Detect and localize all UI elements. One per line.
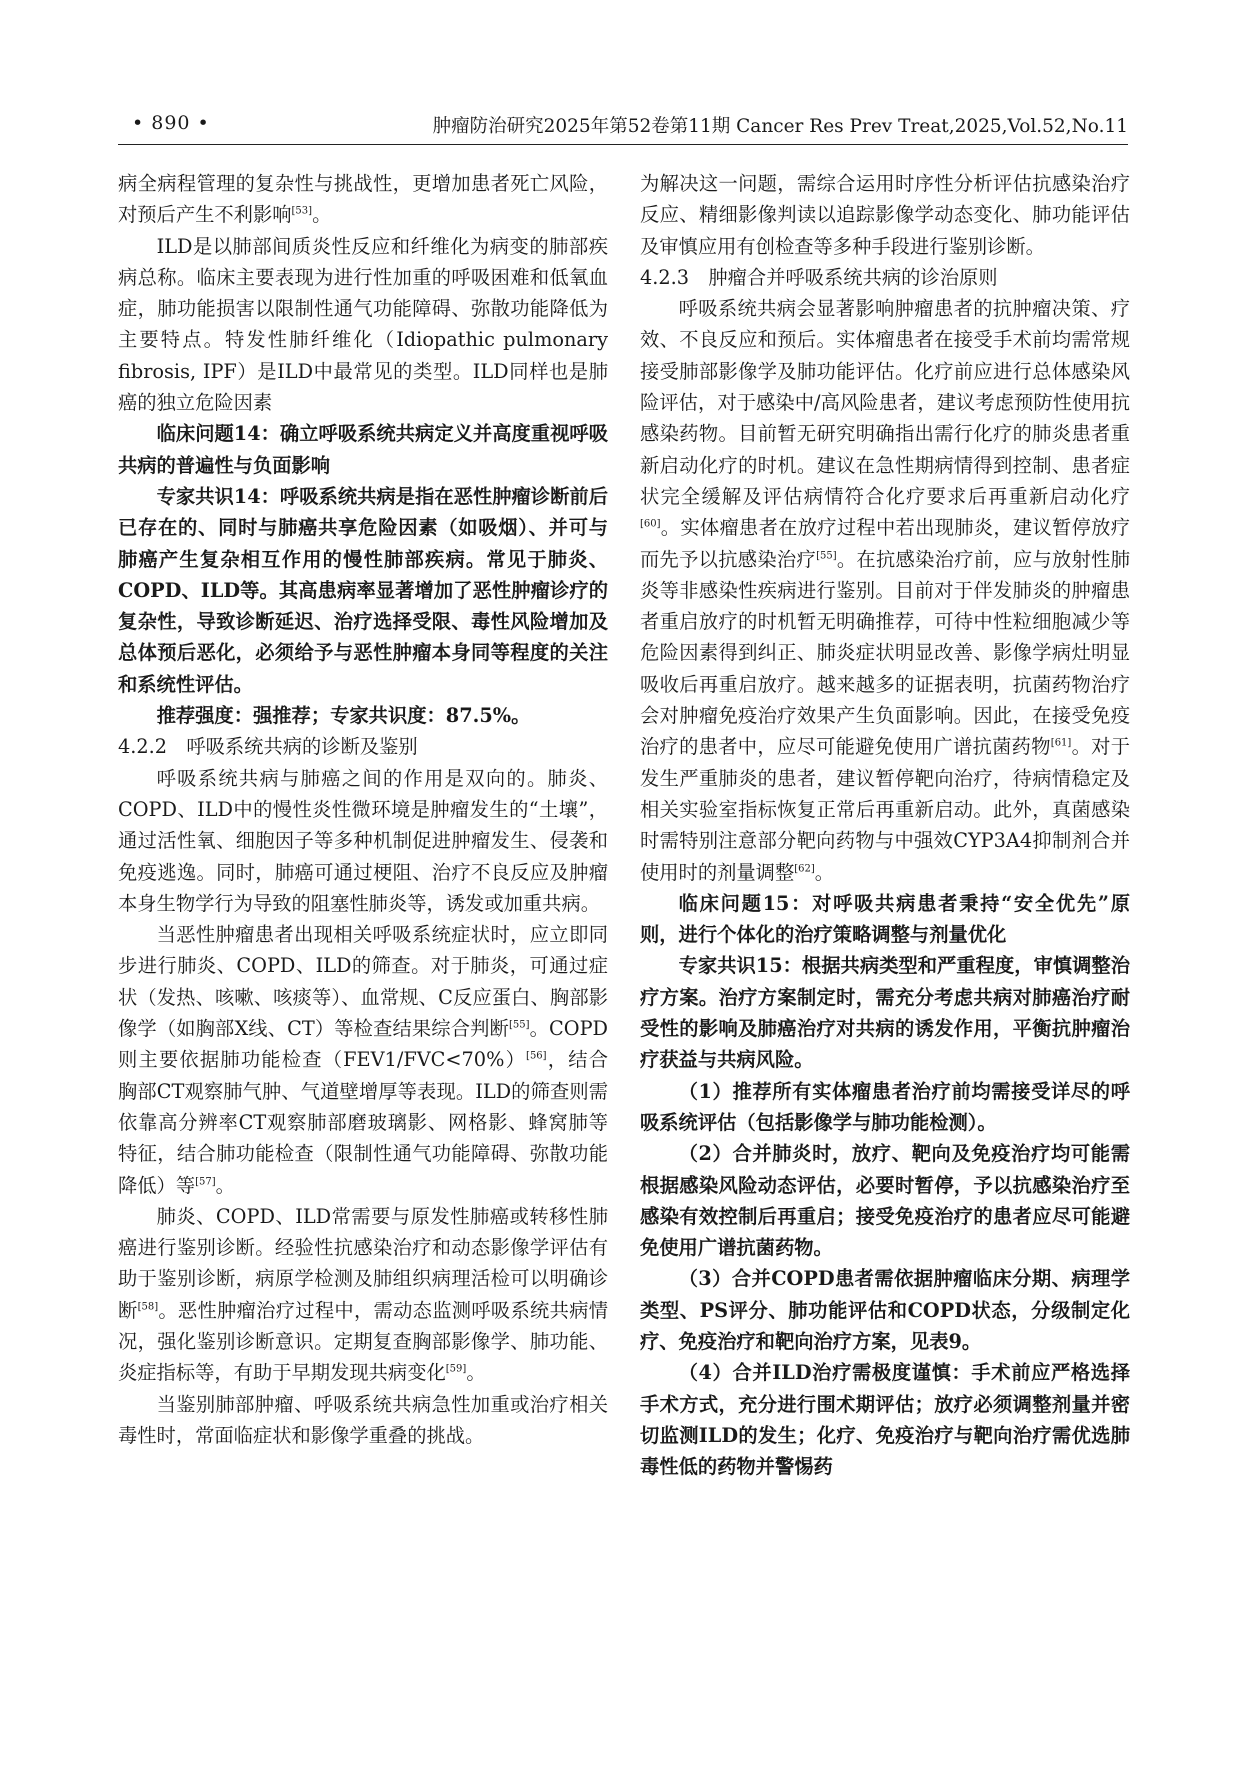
- citation-ref: [60]: [640, 518, 661, 530]
- paragraph: [640, 293, 1130, 888]
- consensus-item-2: （2）合并肺炎时，放疗、靶向及免疫治疗均可能需根据感染风险动态评估，必要时暂停，予以抗感染治疗至感染有效控制后再重启；接受免疫治疗的患者应尽可能避免使用广谱抗菌药物。: [640, 1142, 1130, 1260]
- section-heading-4-2-3: 4.2.3 肿瘤合并呼吸系统共病的诊治原则: [640, 265, 998, 289]
- paragraph: [118, 919, 608, 1201]
- paragraph-text: 病全病程管理的复杂性与挑战性，更增加患者死亡风险，对预后产生不利影响: [118, 172, 608, 227]
- paragraph: 当鉴别肺部肿瘤、呼吸系统共病急性加重或治疗相关毒性时，常面临症状和影像学重叠的挑战。: [118, 1392, 608, 1447]
- consensus-item-3: （3）合并COPD患者需依据肿瘤临床分期、病理学类型、PS评分、肺功能评估和COPD状态，分级制定化疗、免疫治疗和靶向治疗方案，见表9。: [640, 1267, 1130, 1353]
- paragraph-text: ，结合胸部CT观察肺气肿、气道壁增厚等表现。ILD的筛查则需依靠高分辨率CT观察肺部磨玻璃影、网格影、蜂窝肺等特征，结合肺功能检查（限制性通气功能障碍、弥散功能降低）等: [118, 1048, 608, 1197]
- clinical-question-15: 临床问题15：对呼吸共病患者秉持“安全优先”原则，进行个体化的治疗策略调整与剂量优化: [640, 891, 1130, 947]
- consensus-item-4: （4）合并ILD治疗需极度谨慎：手术前应严格选择手术方式，充分进行围术期评估；放疗必须调整剂量并密切监测ILD的发生；化疗、免疫治疗与靶向治疗需优选肺毒性低的药物并警惕药: [640, 1361, 1130, 1479]
- paragraph: 为解决这一问题，需综合运用时序性分析评估抗感染治疗反应、精细影像判读以追踪影像学动态变化、肺功能评估及审慎应用有创检查等多种手段进行鉴别诊断。: [640, 172, 1130, 258]
- paragraph-text: 。恶性肿瘤治疗过程中，需动态监测呼吸系统共病情况，强化鉴别诊断意识。定期复查胸部影像学、肺功能、炎症指标等，有助于早期发现共病变化: [118, 1298, 608, 1385]
- consensus-item-1: （1）推荐所有实体瘤患者治疗前均需接受详尽的呼吸系统评估（包括影像学与肺功能检测）。: [640, 1079, 1130, 1134]
- paragraph-end: 。: [215, 1173, 235, 1197]
- citation-ref: [62]: [794, 863, 815, 875]
- page-number: • 890 •: [132, 112, 210, 134]
- expert-consensus-15: 专家共识15：根据共病类型和严重程度，审慎调整治疗方案。治疗方案制定时，需充分考虑共病对肺癌治疗耐受性的影响及肺癌治疗对共病的诱发作用，平衡抗肿瘤治疗获益与共病风险。: [640, 954, 1130, 1072]
- paragraph: [118, 1201, 608, 1389]
- clinical-question-14: 临床问题14：确立呼吸系统共病定义并高度重视呼吸共病的普遍性与负面影响: [118, 422, 608, 477]
- paragraph-text: 。对于发生严重肺炎的患者，建议暂停靶向治疗，待病情稳定及相关实验室指标恢复正常后再重新启动。此外，真菌感染时需特别注意部分靶向药物与中强效CYP3A4抑制剂合并使用时的剂量调整: [640, 735, 1131, 884]
- paragraph-text: 当恶性肿瘤患者出现相关呼吸系统症状时，应立即同步进行肺炎、COPD、ILD的筛查。对于肺炎，可通过症状（发热、咳嗽、咳痰等）、血常规、C反应蛋白、胸部影像学（如胸部X线、CT）等检查结果综合判断: [118, 923, 608, 1041]
- paragraph: 呼吸系统共病与肺癌之间的作用是双向的。肺炎、COPD、ILD中的慢性炎性微环境是肿瘤发生的“土壤”，通过活性氧、细胞因子等多种机制促进肿瘤发生、侵袭和免疫逃逸。同时，肺癌可通过梗阻、治疗不良反应及肿瘤本身生物学行为导致的阻塞性肺炎等，诱发或加重共病。: [118, 766, 608, 915]
- journal-citation: 肿瘤防治研究2025年第52卷第11期 Cancer Res Prev Treat,2025,Vol.52,No.11: [432, 116, 1128, 137]
- paragraph-text: 肺炎、COPD、ILD常需要与原发性肺癌或转移性肺癌进行鉴别诊断。经验性抗感染治疗和动态影像学评估有助于鉴别诊断，病原学检测及肺组织病理活检可以明确诊断: [118, 1204, 608, 1322]
- citation-ref: [55]: [816, 550, 837, 562]
- citation-ref: [55]: [508, 1019, 530, 1031]
- paragraph-text: 。COPD则主要依据肺功能检查（FEV1/FVC<70%）: [118, 1017, 608, 1072]
- recommendation-strength-14: 推荐强度：强推荐；专家共识度：87.5%。: [156, 704, 531, 728]
- paragraph-text: 呼吸系统共病会显著影响肿瘤患者的抗肿瘤决策、疗效、不良反应和预后。实体瘤患者在接受手术前均需常规接受肺部影像学及肺功能评估。化疗前应进行总体感染风险评估，对于感染中/高风险患者，建议考虑预防性使用抗感染药物。目前暂无研究明确指出需行化疗的肺炎患者重新启动化疗的时机。建议在急性期病情得到控制、患者症状完全缓解及评估病情符合化疗要求后再重新启动化疗: [640, 297, 1130, 508]
- left-column: [118, 168, 608, 1451]
- paragraph: [118, 168, 608, 231]
- paragraph-text: 。在抗感染治疗前，应与放射性肺炎等非感染性疾病进行鉴别。目前对于伴发肺炎的肿瘤患者重启放疗的时机暂无明确推荐，可待中性粒细胞减少等危险因素得到纠正、肺炎症状明显改善、影像学病灶明显吸收后再重启放疗。越来越多的证据表明，抗菌药物治疗会对肿瘤免疫治疗效果产生负面影响。因此，在接受免疫治疗的患者中，应尽可能避免使用广谱抗菌药物: [640, 547, 1131, 759]
- citation-ref: [57]: [195, 1176, 216, 1188]
- paragraph-end: 。: [312, 203, 332, 227]
- expert-consensus-14: 专家共识14：呼吸系统共病是指在恶性肿瘤诊断前后已存在的、同时与肺癌共享危险因素（如吸烟）、并可与肺癌产生复杂相互作用的慢性肺部疾病。常见于肺炎、COPD、ILD等。其高患病率显著增加了恶性肿瘤诊疗的复杂性，导致诊断延迟、治疗选择受限、毒性风险增加及总体预后恶化，必须给予与恶性肿瘤本身同等程度的关注和系统性评估。: [118, 484, 608, 696]
- citation-ref: [58]: [137, 1301, 159, 1313]
- paragraph-text: 。实体瘤患者在放疗过程中若出现肺炎，建议暂停放疗而先予以抗感染治疗: [640, 516, 1130, 571]
- paragraph-end: 。: [814, 860, 835, 884]
- citation-ref: [59]: [445, 1363, 467, 1375]
- citation-ref: [53]: [291, 205, 313, 217]
- right-column: [640, 168, 1130, 1482]
- citation-ref: [61]: [1050, 737, 1072, 749]
- running-header: [118, 108, 1128, 145]
- paragraph-end: 。: [466, 1361, 486, 1385]
- paragraph: ILD是以肺部间质炎性反应和纤维化为病变的肺部疾病总称。临床主要表现为进行性加重的呼吸困难和低氧血症，肺功能损害以限制性通气功能障碍、弥散功能降低为主要特点。特发性肺纤维化（Idiopathic pulmonary fibrosis, IPF）是ILD中最常见的类型。ILD同样也是肺癌的独立危险因素: [118, 234, 608, 415]
- citation-ref: [56]: [526, 1050, 547, 1062]
- section-heading-4-2-2: 4.2.2 呼吸系统共病的诊断及鉴别: [118, 735, 418, 759]
